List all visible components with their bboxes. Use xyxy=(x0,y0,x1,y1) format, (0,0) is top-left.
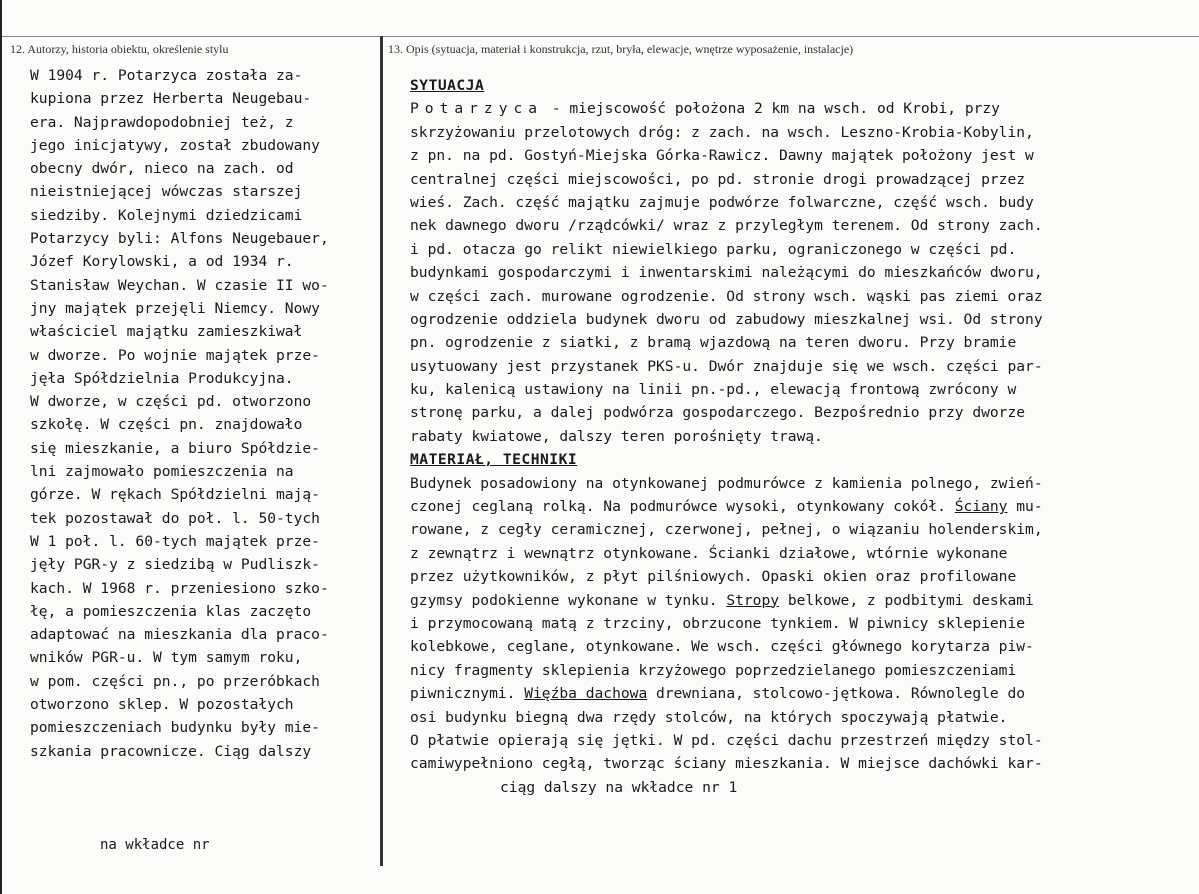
term-roof-truss: Więźba dachowa xyxy=(524,685,648,703)
text-line: jny majątek przejęli Niemcy. Nowy xyxy=(30,299,320,317)
text-line: osi budynku biegną dwa rzędy stolców, na których spoczywają płatwie. xyxy=(410,708,1008,726)
text-fragment: mu- xyxy=(1007,498,1043,516)
text-line: nicy fragmenty sklepienia krzyżowego poprzedzielanego pomieszczeniami xyxy=(410,661,1017,679)
text-line: adaptować na mieszkania dla praco- xyxy=(30,626,329,644)
text-line: pomieszczeniach budynku były mie- xyxy=(30,719,320,737)
text-line: W dworze, w części pd. otworzono xyxy=(30,393,312,411)
text-line: pn. ogrodzenie z siatki, z bramą wjazdową na teren dworu. Przy bramie xyxy=(410,334,1017,352)
text-line: kupiona przez Herberta Neugebau- xyxy=(30,90,312,108)
text-line: przez użytkowników, z płyt pilśniowych. Opaski okien oraz profilowane xyxy=(410,568,1017,586)
text-line: otworzono sklep. W pozostałych xyxy=(30,696,294,714)
text-fragment: piwnicznymi. xyxy=(410,685,525,703)
text-line: O płatwie opierają się jętki. W pd. części dachu przestrzeń między stol- xyxy=(410,731,1043,749)
text-line: W 1 poł. l. 60-tych majątek prze- xyxy=(30,532,320,550)
text-line: kolebkowe, ceglane, otynkowane. We wsch. części głównego korytarza piw- xyxy=(410,638,1034,656)
text-line: szkania pracownicze. Ciąg dalszy xyxy=(30,742,312,760)
text-line: budynkami gospodarczymi i inwentarskimi należącymi do mieszkańców dworu, xyxy=(410,264,1043,282)
text-line: i przymocowaną matą z trzciny, obrzucone tynkiem. W piwnicy sklepienie xyxy=(410,614,1026,632)
text-line: skrzyżowaniu przelotowych dróg: z zach. na wsch. Leszno-Krobia-Kobylin, xyxy=(410,123,1034,141)
text-line: Stanisław Weychan. W czasie II wo- xyxy=(30,276,329,294)
text-line: lni zajmowało pomieszczenia na xyxy=(30,463,294,481)
text-line: z zewnątrz i wewnątrz otynkowane. Ścianki działowe, wtórnie wykonane xyxy=(410,544,1008,562)
text-line: łę, a pomieszczenia klas zaczęto xyxy=(30,602,312,620)
text-fragment: czonej ceglaną rolką. Na podmurówce wysoki, otynkowany cokół. xyxy=(410,498,955,516)
section-heading-situation: SYTUACJA xyxy=(410,77,485,94)
text-fragment: - miejscowość położona 2 km na wsch. od Krobi, przy xyxy=(543,100,1000,118)
text-line: wieś. Zach. część majątku zajmuje podwórze folwarczne, część wsch. budy xyxy=(410,193,1034,211)
right-column-header: 13. Opis (sytuacja, materiał i konstrukcja, rzut, bryła, elewacje, wnętrze wyposażenie, instalacje) xyxy=(388,42,854,56)
description-text xyxy=(410,74,1195,799)
text-line: rowane, z cegły ceramicznej, czerwonej, pełnej, o wiązaniu holenderskim, xyxy=(410,521,1043,539)
left-column-header: 12. Autorzy, historia obiektu, określenie stylu xyxy=(10,42,229,56)
text-line: szkołę. W części pn. znajdowało xyxy=(30,416,303,434)
text-line: centralnej części miejscowości, po pd. stronie drogi prowadzącej przez xyxy=(410,170,1026,188)
text-line: Potarzycy byli: Alfons Neugebauer, xyxy=(30,230,329,248)
text-line: era. Najprawdopodobniej też, z xyxy=(30,113,294,131)
text-line: Józef Korylowski, a od 1934 r. xyxy=(30,253,294,271)
column-divider xyxy=(380,36,383,866)
text-line: Budynek posadowiony na otynkowanej podmurówce z kamienia polnego, zwień- xyxy=(410,474,1043,492)
text-line: jęła Spółdzielnia Produkcyjna. xyxy=(30,369,294,387)
text-line: ku, kalenicą ustawiony na linii pn.-pd., elewacją frontową zwrócony w xyxy=(410,381,1017,399)
form-top-rule xyxy=(2,36,1199,37)
text-line xyxy=(410,682,1195,705)
text-line: camiwypełniono cegłą, tworząc ściany mieszkania. W miejsce dachówki kar- xyxy=(410,755,1043,773)
text-line: tek pozostawał do poł. l. 50-tych xyxy=(30,509,320,527)
text-line: obecny dwór, nieco na zach. od xyxy=(30,160,294,178)
text-line xyxy=(410,97,1195,120)
left-continuation-note: na wkładce nr xyxy=(100,837,210,853)
text-line: jęły PGR-y z siedzibą w Pudliszk- xyxy=(30,556,320,574)
text-line: właściciel majątku zamieszkiwał xyxy=(30,323,303,341)
text-line: stronę parku, a dalej podwórza gospodarczego. Bezpośrednio przy dworze xyxy=(410,404,1026,422)
text-fragment: drewniana, stolcowo-jętkowa. Równolegle do xyxy=(647,685,1026,703)
text-line: w części zach. murowane ogrodzenie. Od strony wsch. wąski pas ziemi oraz xyxy=(410,287,1043,305)
text-line: wników PGR-u. W tym samym roku, xyxy=(30,649,303,667)
text-line: nieistniejącej wówczas starszej xyxy=(30,183,303,201)
text-line: W 1904 r. Potarzyca została za- xyxy=(30,67,303,84)
section-heading-materials: MATERIAŁ, TECHNIKI xyxy=(410,451,578,469)
term-walls: Ściany xyxy=(954,498,1008,516)
text-line: kach. W 1968 r. przeniesiono szko- xyxy=(30,579,329,597)
place-name: Potarzyca xyxy=(410,100,544,118)
text-line: ogrodzenie oddziela budynek dworu od zabudowy mieszkalnej wsi. Od strony xyxy=(410,310,1043,328)
text-line: siedziby. Kolejnymi dziedzicami xyxy=(30,206,303,224)
text-line: nek dawnego dworu /rządcówki/ wraz z przyległym terenem. Od strony zach. xyxy=(410,217,1043,235)
history-text xyxy=(30,64,375,763)
text-line: jego inicjatywy, został zbudowany xyxy=(30,136,320,154)
text-line xyxy=(410,495,1195,518)
text-line: rabaty kwiatowe, dalszy teren porośnięty trawą. xyxy=(410,427,823,445)
text-line: górze. W rękach Spółdzielni mają- xyxy=(30,486,320,504)
text-line xyxy=(410,589,1195,612)
text-line: z pn. na pd. Gostyń-Miejska Górka-Rawicz. Dawny majątek położony jest w xyxy=(410,147,1034,165)
term-ceilings: Stropy xyxy=(726,591,780,609)
text-line: w pom. części pn., po przeróbkach xyxy=(30,672,320,690)
text-fragment: gzymsy podokienne wykonane w tynku. xyxy=(410,591,727,609)
right-continuation-note: ciąg dalszy na wkładce nr 1 xyxy=(500,778,738,796)
text-line: się mieszkanie, a biuro Spółdzie- xyxy=(30,439,320,457)
text-line: usytuowany jest przystanek PKS-u. Dwór znajduje się we wsch. części par- xyxy=(410,357,1043,375)
text-fragment: belkowe, z podbitymi deskami xyxy=(779,591,1034,609)
text-line: w dworze. Po wojnie majątek prze- xyxy=(30,346,320,364)
text-line: i pd. otacza go relikt niewielkiego parku, ograniczonego w części pd. xyxy=(410,240,1017,258)
